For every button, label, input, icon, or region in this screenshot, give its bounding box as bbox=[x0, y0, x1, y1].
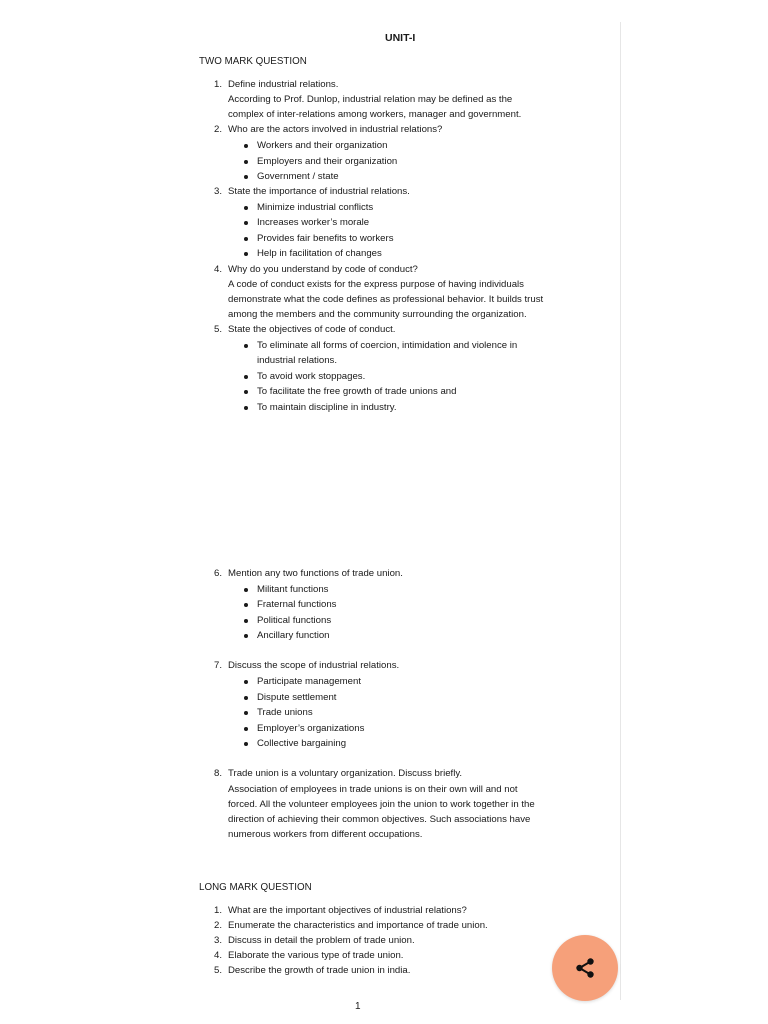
question-number: 1. bbox=[213, 905, 222, 916]
answer-line: numerous workers from different occupations. bbox=[228, 829, 423, 840]
bullet-item: Increases worker’s morale bbox=[257, 217, 370, 228]
page-edge bbox=[620, 22, 621, 1000]
bullet-item: Political functions bbox=[257, 615, 332, 626]
bullet-dot bbox=[244, 680, 248, 684]
bullet-item: Help in facilitation of changes bbox=[257, 248, 382, 259]
bullet-item: To eliminate all forms of coercion, intimidation and violence in bbox=[257, 340, 518, 351]
bullet-dot bbox=[244, 619, 248, 623]
bullet-item: Dispute settlement bbox=[257, 692, 337, 703]
answer-line: demonstrate what the code defines as professional behavior. It builds trust bbox=[228, 294, 544, 305]
question-number: 6. bbox=[213, 568, 222, 579]
question-text: State the importance of industrial relations. bbox=[228, 186, 410, 197]
question-text: Discuss the scope of industrial relations. bbox=[228, 660, 400, 671]
question-text: Define industrial relations. bbox=[228, 79, 339, 90]
bullet-dot bbox=[244, 390, 248, 394]
question-number: 5. bbox=[213, 324, 222, 335]
bullet-dot bbox=[244, 406, 248, 410]
bullet-dot bbox=[244, 727, 248, 731]
bullet-dot bbox=[244, 375, 248, 379]
bullet-item: Militant functions bbox=[257, 584, 329, 595]
bullet-dot bbox=[244, 175, 248, 179]
bullet-item: Collective bargaining bbox=[257, 738, 347, 749]
bullet-item: To facilitate the free growth of trade unions and bbox=[257, 386, 457, 397]
bullet-dot bbox=[244, 144, 248, 148]
question-number: 3. bbox=[213, 935, 222, 946]
answer-line: forced. All the volunteer employees join the union to work together in the bbox=[228, 799, 535, 810]
bullet-item: Provides fair benefits to workers bbox=[257, 233, 394, 244]
share-icon bbox=[574, 957, 596, 979]
bullet-dot bbox=[244, 237, 248, 241]
bullet-item: To avoid work stoppages. bbox=[257, 371, 366, 382]
question-text: Mention any two functions of trade union. bbox=[228, 568, 403, 579]
bullet-dot bbox=[244, 588, 248, 592]
question-number: 7. bbox=[213, 660, 222, 671]
bullet-dot bbox=[244, 711, 248, 715]
page-title: UNIT-I bbox=[385, 32, 416, 44]
question-text: Who are the actors involved in industrial relations? bbox=[228, 124, 443, 135]
bullet-item: To maintain discipline in industry. bbox=[257, 402, 397, 413]
long-mark-heading: LONG MARK QUESTION bbox=[199, 882, 312, 893]
bullet-item: Trade unions bbox=[257, 707, 313, 718]
bullet-item: Ancillary function bbox=[257, 630, 330, 641]
question-text: Discuss in detail the problem of trade union. bbox=[228, 935, 415, 946]
bullet-item: Minimize industrial conflicts bbox=[257, 202, 374, 213]
answer-line: complex of inter-relations among workers, manager and government. bbox=[228, 109, 522, 120]
bullet-dot bbox=[244, 160, 248, 164]
bullet-dot bbox=[244, 634, 248, 638]
answer-line: among the members and the community surrounding the organization. bbox=[228, 309, 527, 320]
answer-line: direction of achieving their common objectives. Such associations have bbox=[228, 814, 531, 825]
question-text: Why do you understand by code of conduct? bbox=[228, 264, 418, 275]
bullet-dot bbox=[244, 696, 248, 700]
bullet-item: Fraternal functions bbox=[257, 599, 337, 610]
two-mark-heading: TWO MARK QUESTION bbox=[199, 56, 307, 67]
bullet-continuation: industrial relations. bbox=[257, 355, 337, 366]
answer-line: Association of employees in trade unions is on their own will and not bbox=[228, 784, 518, 795]
bullet-item: Workers and their organization bbox=[257, 140, 388, 151]
bullet-item: Employers and their organization bbox=[257, 156, 398, 167]
question-number: 1. bbox=[213, 79, 222, 90]
question-text: What are the important objectives of industrial relations? bbox=[228, 905, 467, 916]
question-number: 2. bbox=[213, 124, 222, 135]
bullet-dot bbox=[244, 206, 248, 210]
bullet-dot bbox=[244, 603, 248, 607]
question-number: 4. bbox=[213, 950, 222, 961]
question-text: State the objectives of code of conduct. bbox=[228, 324, 396, 335]
bullet-item: Government / state bbox=[257, 171, 339, 182]
question-number: 2. bbox=[213, 920, 222, 931]
bullet-item: Participate management bbox=[257, 676, 361, 687]
bullet-item: Employer’s organizations bbox=[257, 723, 365, 734]
question-text: Elaborate the various type of trade union. bbox=[228, 950, 404, 961]
share-button[interactable] bbox=[552, 935, 618, 1001]
question-number: 5. bbox=[213, 965, 222, 976]
question-number: 8. bbox=[213, 768, 222, 779]
question-text: Trade union is a voluntary organization. Discuss briefly. bbox=[228, 768, 463, 779]
question-number: 4. bbox=[213, 264, 222, 275]
bullet-dot bbox=[244, 344, 248, 348]
question-text: Enumerate the characteristics and importance of trade union. bbox=[228, 920, 488, 931]
bullet-dot bbox=[244, 221, 248, 225]
answer-line: According to Prof. Dunlop, industrial relation may be defined as the bbox=[228, 94, 513, 105]
bullet-dot bbox=[244, 252, 248, 256]
page-number: 1 bbox=[355, 1001, 361, 1012]
answer-line: A code of conduct exists for the express purpose of having individuals bbox=[228, 279, 524, 290]
question-text: Describe the growth of trade union in india. bbox=[228, 965, 411, 976]
bullet-dot bbox=[244, 742, 248, 746]
question-number: 3. bbox=[213, 186, 222, 197]
